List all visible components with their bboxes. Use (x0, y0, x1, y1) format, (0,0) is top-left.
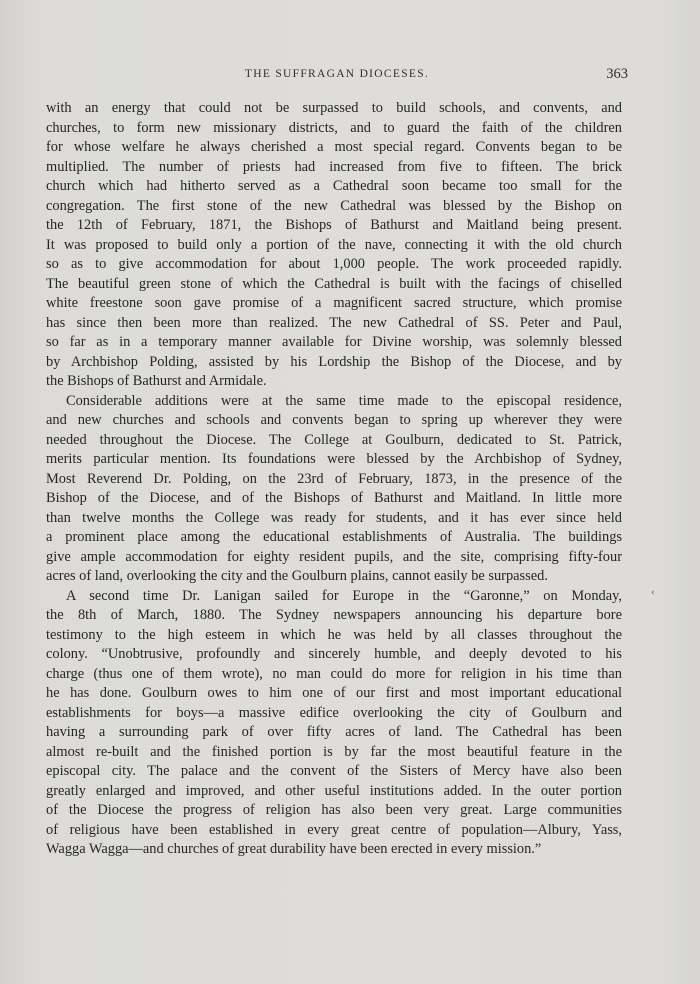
text-line: charge (thus one of them wrote), no man could do more for religion in his time than (46, 665, 622, 682)
text-line: Wagga Wagga—and churches of great durability have been erected in every mission.” (46, 841, 542, 857)
margin-mark: ‹ (651, 588, 655, 598)
text-line: and new churches and schools and convents began to spring up wherever they were (46, 412, 622, 428)
text-line: almost re-built and the finished portion is by far the most beautiful feature in the (46, 743, 622, 760)
text-line: white freestone soon gave promise of a magnificent sacred structure, which promise (46, 295, 622, 311)
text-line: The beautiful green stone of which the Cathedral is built with the facings of chiselled (46, 275, 622, 292)
text-line: colony. “Unobtrusive, profoundly and sincerely humble, and deeply devoted to his (46, 646, 622, 662)
running-head (46, 64, 628, 84)
text-line: has since then been more than realized. The new Cathedral of SS. Peter and Paul, (46, 314, 622, 331)
text-line: of the Diocese the progress of religion has also been very great. Large communities (46, 802, 622, 818)
text-line: testimony to the high esteem in which he was held by all classes throughout the (46, 626, 622, 643)
text-line: having a surrounding park of over fifty acres of land. The Cathedral has been (46, 724, 622, 740)
text-line: church which had hitherto served as a Cathedral soon became too small for the (46, 178, 622, 194)
running-title: THE SUFFRAGAN DIOCESES. (244, 68, 430, 80)
paragraph-1 (46, 99, 622, 392)
text-line: with an energy that could not be surpassed to build schools, and convents, and (46, 100, 622, 116)
text-line: give ample accommodation for eighty resident pupils, and the site, comprising fifty-four (46, 548, 622, 565)
body-text (46, 99, 622, 860)
text-line: congregation. The first stone of the new Cathedral was blessed by the Bishop on (46, 197, 622, 214)
text-line: multiplied. The number of priests had increased from five to fifteen. The brick (46, 158, 622, 175)
text-line: the Bishops of Bathurst and Armidale. (46, 373, 267, 389)
text-line: Considerable additions were at the same time made to the episcopal residence, (66, 392, 622, 409)
text-line: so far as in a temporary manner available for Divine worship, was solemnly blessed (46, 334, 622, 350)
text-line: he has done. Goulburn owes to him one of our first and most important educational (46, 685, 622, 701)
text-line: so as to give accommodation for about 1,000 people. The work proceeded rapidly. (46, 256, 622, 272)
paragraph-2 (46, 392, 622, 587)
text-line: a prominent place among the educational establishments of Australia. The buildings (46, 529, 622, 545)
text-line: the 12th of February, 1871, the Bishops of Bathurst and Maitland being present. (46, 217, 622, 233)
text-line: merits particular mention. Its foundations were blessed by the Archbishop of Sydney, (46, 451, 622, 467)
paragraph-3 (46, 587, 622, 860)
text-line: by Archbishop Polding, assisted by his Lordship the Bishop of the Diocese, and by (46, 353, 622, 370)
text-line: for whose welfare he always cherished a most special regard. Convents began to be (46, 139, 622, 155)
text-line: Bishop of the Diocese, and of the Bishops of Bathurst and Maitland. In little more (46, 490, 622, 506)
text-line: Most Reverend Dr. Polding, on the 23rd of February, 1873, in the presence of the (46, 470, 622, 487)
text-line: needed throughout the Diocese. The College at Goulburn, dedicated to St. Patrick, (46, 431, 622, 448)
text-line: greatly enlarged and improved, and other useful institutions added. In the outer portion (46, 782, 622, 799)
text-line: A second time Dr. Lanigan sailed for Europe in the “Garonne,” on Monday, (66, 587, 622, 604)
text-line: acres of land, overlooking the city and the Goulburn plains, cannot easily be surpassed. (46, 568, 548, 584)
page-number: 363 (606, 66, 628, 82)
text-line: of religious have been established in every great centre of population—Albury, Yass, (46, 821, 622, 838)
text-line: churches, to form new missionary districts, and to guard the faith of the children (46, 119, 622, 136)
text-line: establishments for boys—a massive edifice overlooking the city of Goulburn and (46, 704, 622, 721)
text-line: It was proposed to build only a portion of the nave, connecting it with the old church (46, 236, 622, 253)
text-line: than twelve months the College was ready for students, and it has ever since held (46, 509, 622, 526)
text-line: the 8th of March, 1880. The Sydney newspapers announcing his departure bore (46, 607, 622, 623)
text-line: episcopal city. The palace and the convent of the Sisters of Mercy have also been (46, 763, 622, 779)
